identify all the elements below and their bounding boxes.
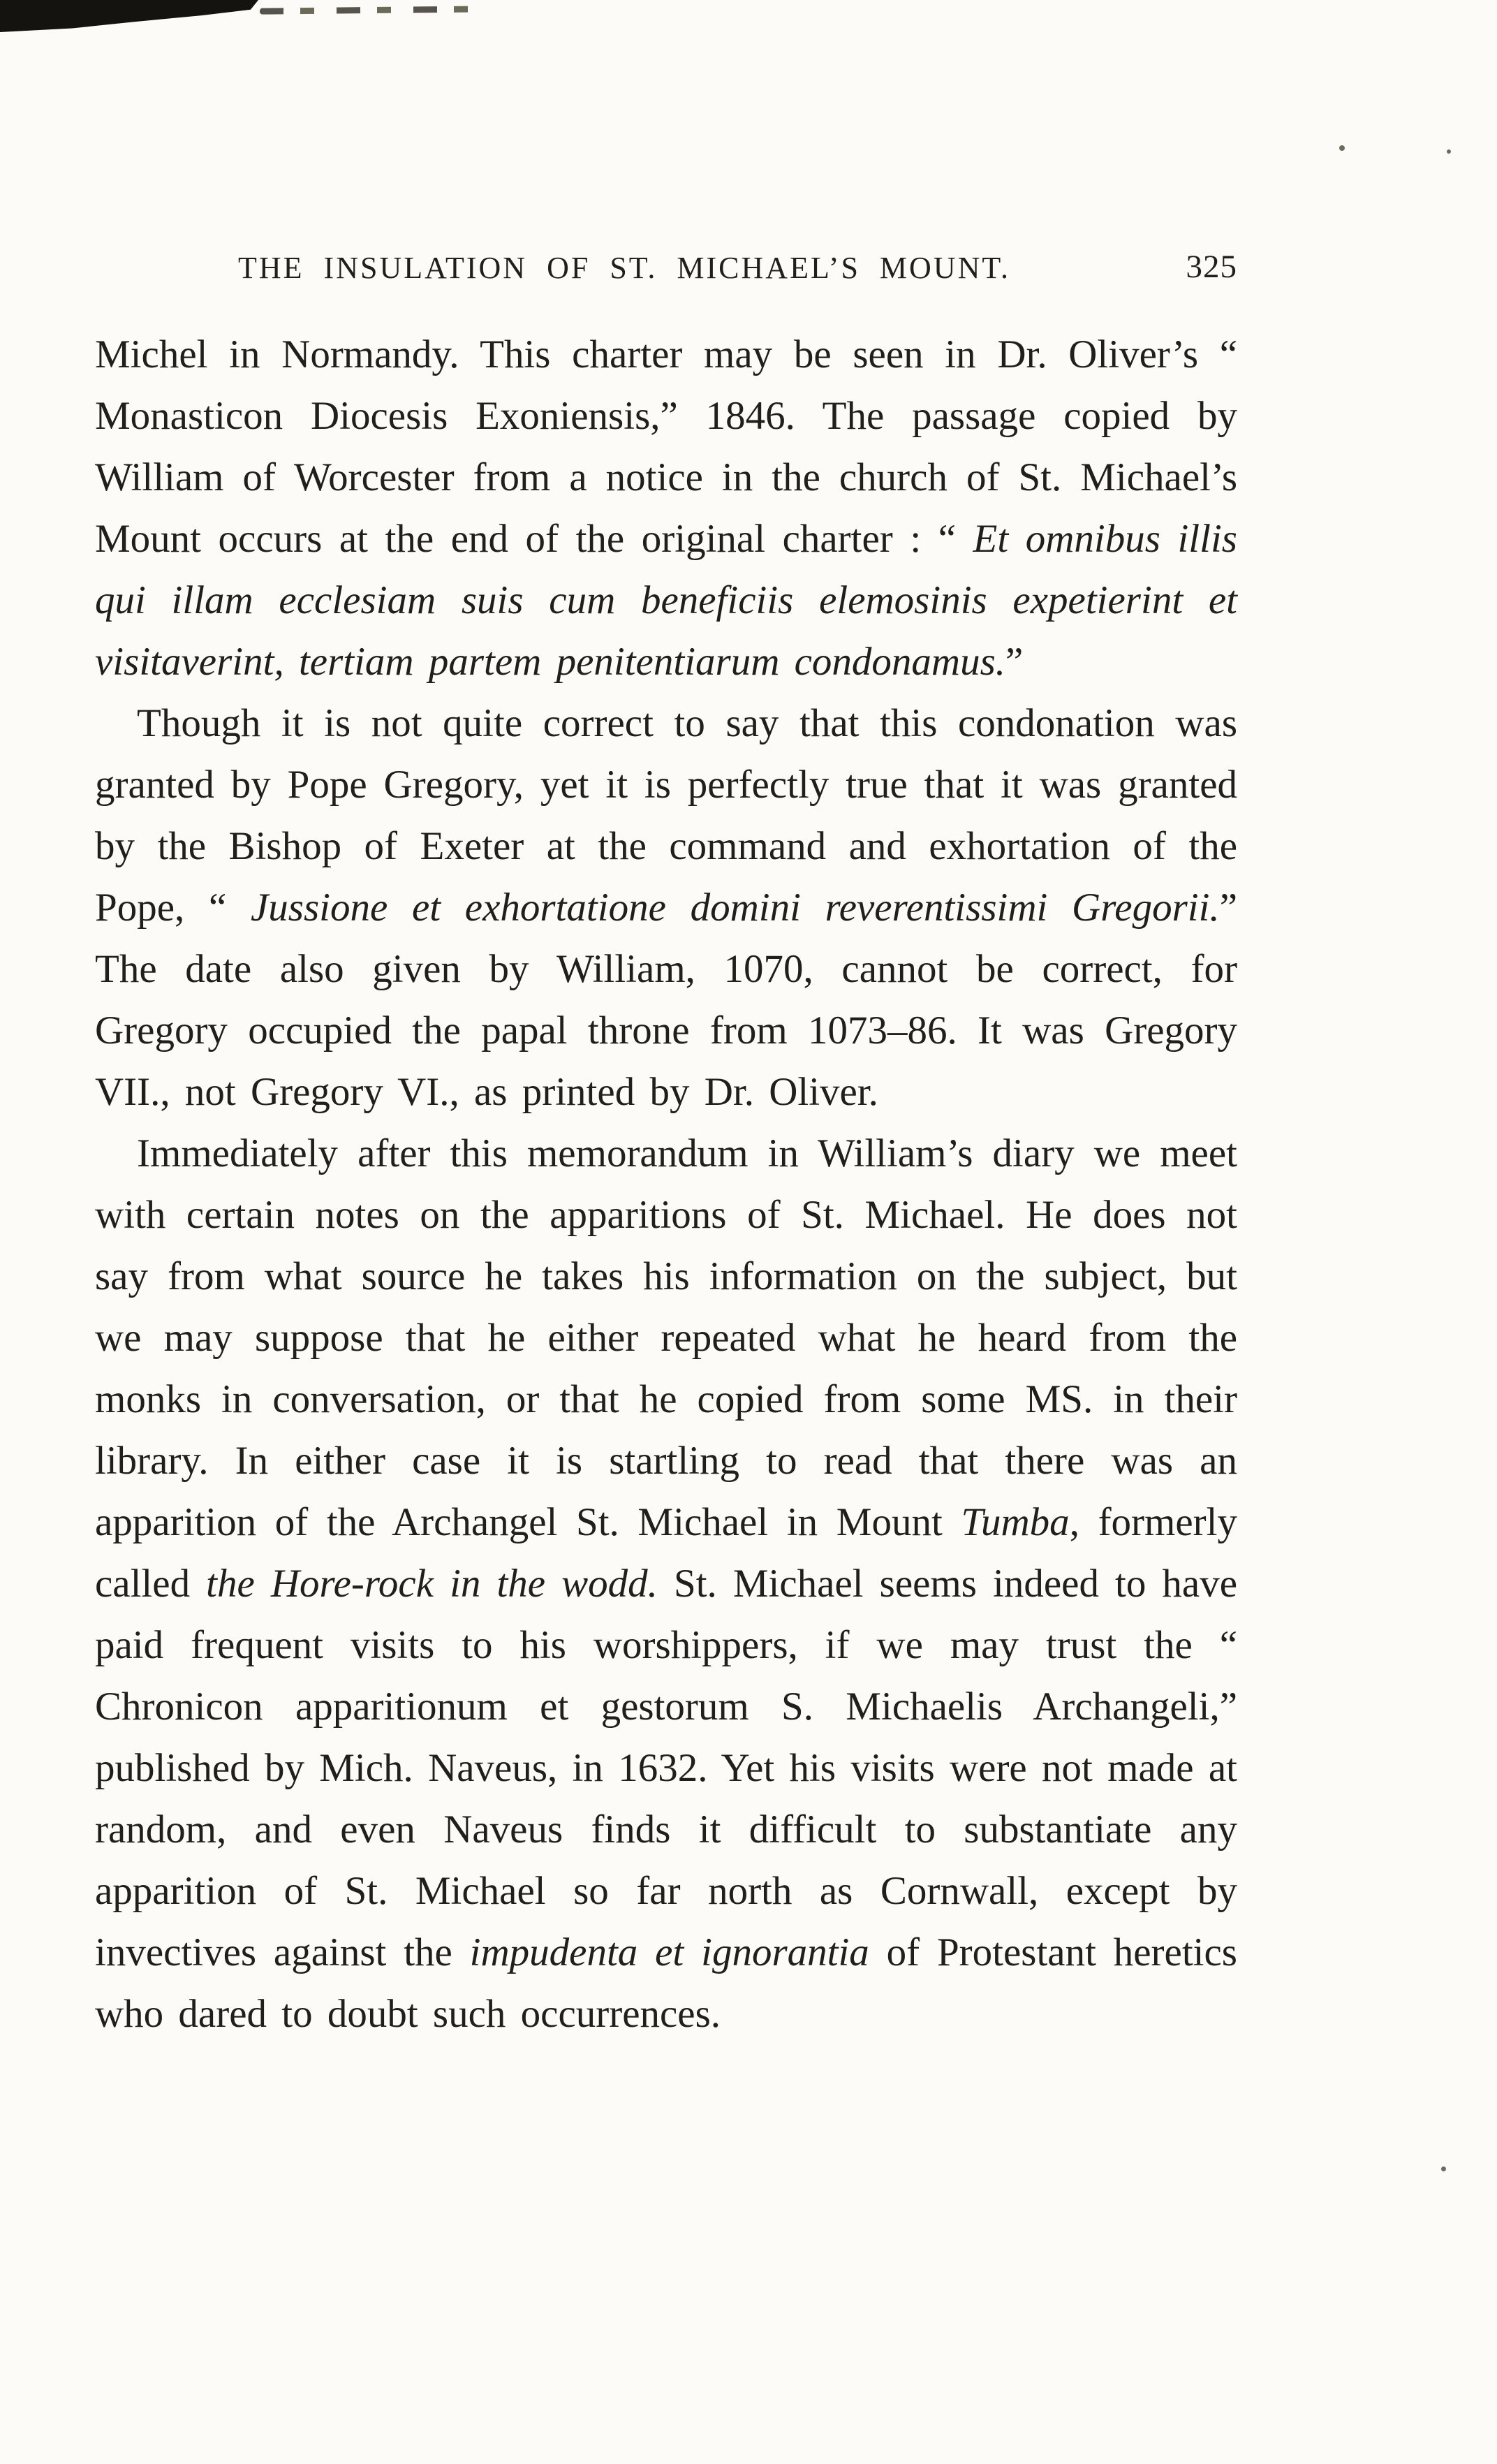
ink-streak-artifact	[260, 6, 490, 14]
running-header	[95, 249, 1237, 288]
body-text	[95, 324, 1237, 2045]
scan-speck	[1441, 2166, 1446, 2171]
paragraph: Though it is not quite correct to say that this condonation was granted by Pope Gregory, yet it is perfectly true that it was granted by the Bishop of Exeter at the command and exhortation of the Pope, “ Jussione et exhortatione domini reverentissimi Gregorii.” The date also given by William, 1070, cannot be correct, for Gregory occupied the papal throne from 1073–86. It was Gregory VII., not Gregory VI., as printed by Dr. Oliver.	[95, 701, 1237, 1114]
ink-smudge-artifact	[0, 0, 258, 32]
paragraph: Michel in Normandy. This charter may be seen in Dr. Oliver’s “ Monasticon Diocesis Exoniensis,” 1846. The passage copied by William of Worcester from a notice in the church of St. Michael’s Mount occurs at the end of the original charter : “ Et omnibus illis qui illam ecclesiam suis cum beneficiis elemosinis expetierint et visitaverint, tertiam partem penitentiarum condonamus.”	[95, 332, 1237, 684]
page-content	[95, 249, 1237, 2045]
page-number: 325	[1186, 249, 1237, 285]
paragraph: Immediately after this memorandum in William’s diary we meet with certain notes on the apparitions of St. Michael. He does not say from what source he takes his information on the subject, but we may suppose that he either repeated what he heard from the monks in conversation, or that he copied from some MS. in their library. In either case it is startling to read that there was an apparition of the Archangel St. Michael in Mount Tumba, formerly called the Hore-rock in the wodd. St. Michael seems indeed to have paid frequent visits to his worshippers, if we may trust the “ Chronicon apparitionum et gestorum S. Michaelis Archangeli,” published by Mich. Naveus, in 1632. Yet his visits were not made at random, and even Naveus finds it difficult to substantiate any apparition of St. Michael so far north as Cornwall, except by invectives against the impudenta et ignorantia of Protestant heretics who dared to doubt such occurrences.	[95, 1131, 1237, 2036]
scan-speck	[1339, 145, 1345, 151]
header-title: THE INSULATION OF ST. MICHAEL’S MOUNT.	[238, 251, 1010, 285]
scan-speck	[1447, 149, 1451, 154]
